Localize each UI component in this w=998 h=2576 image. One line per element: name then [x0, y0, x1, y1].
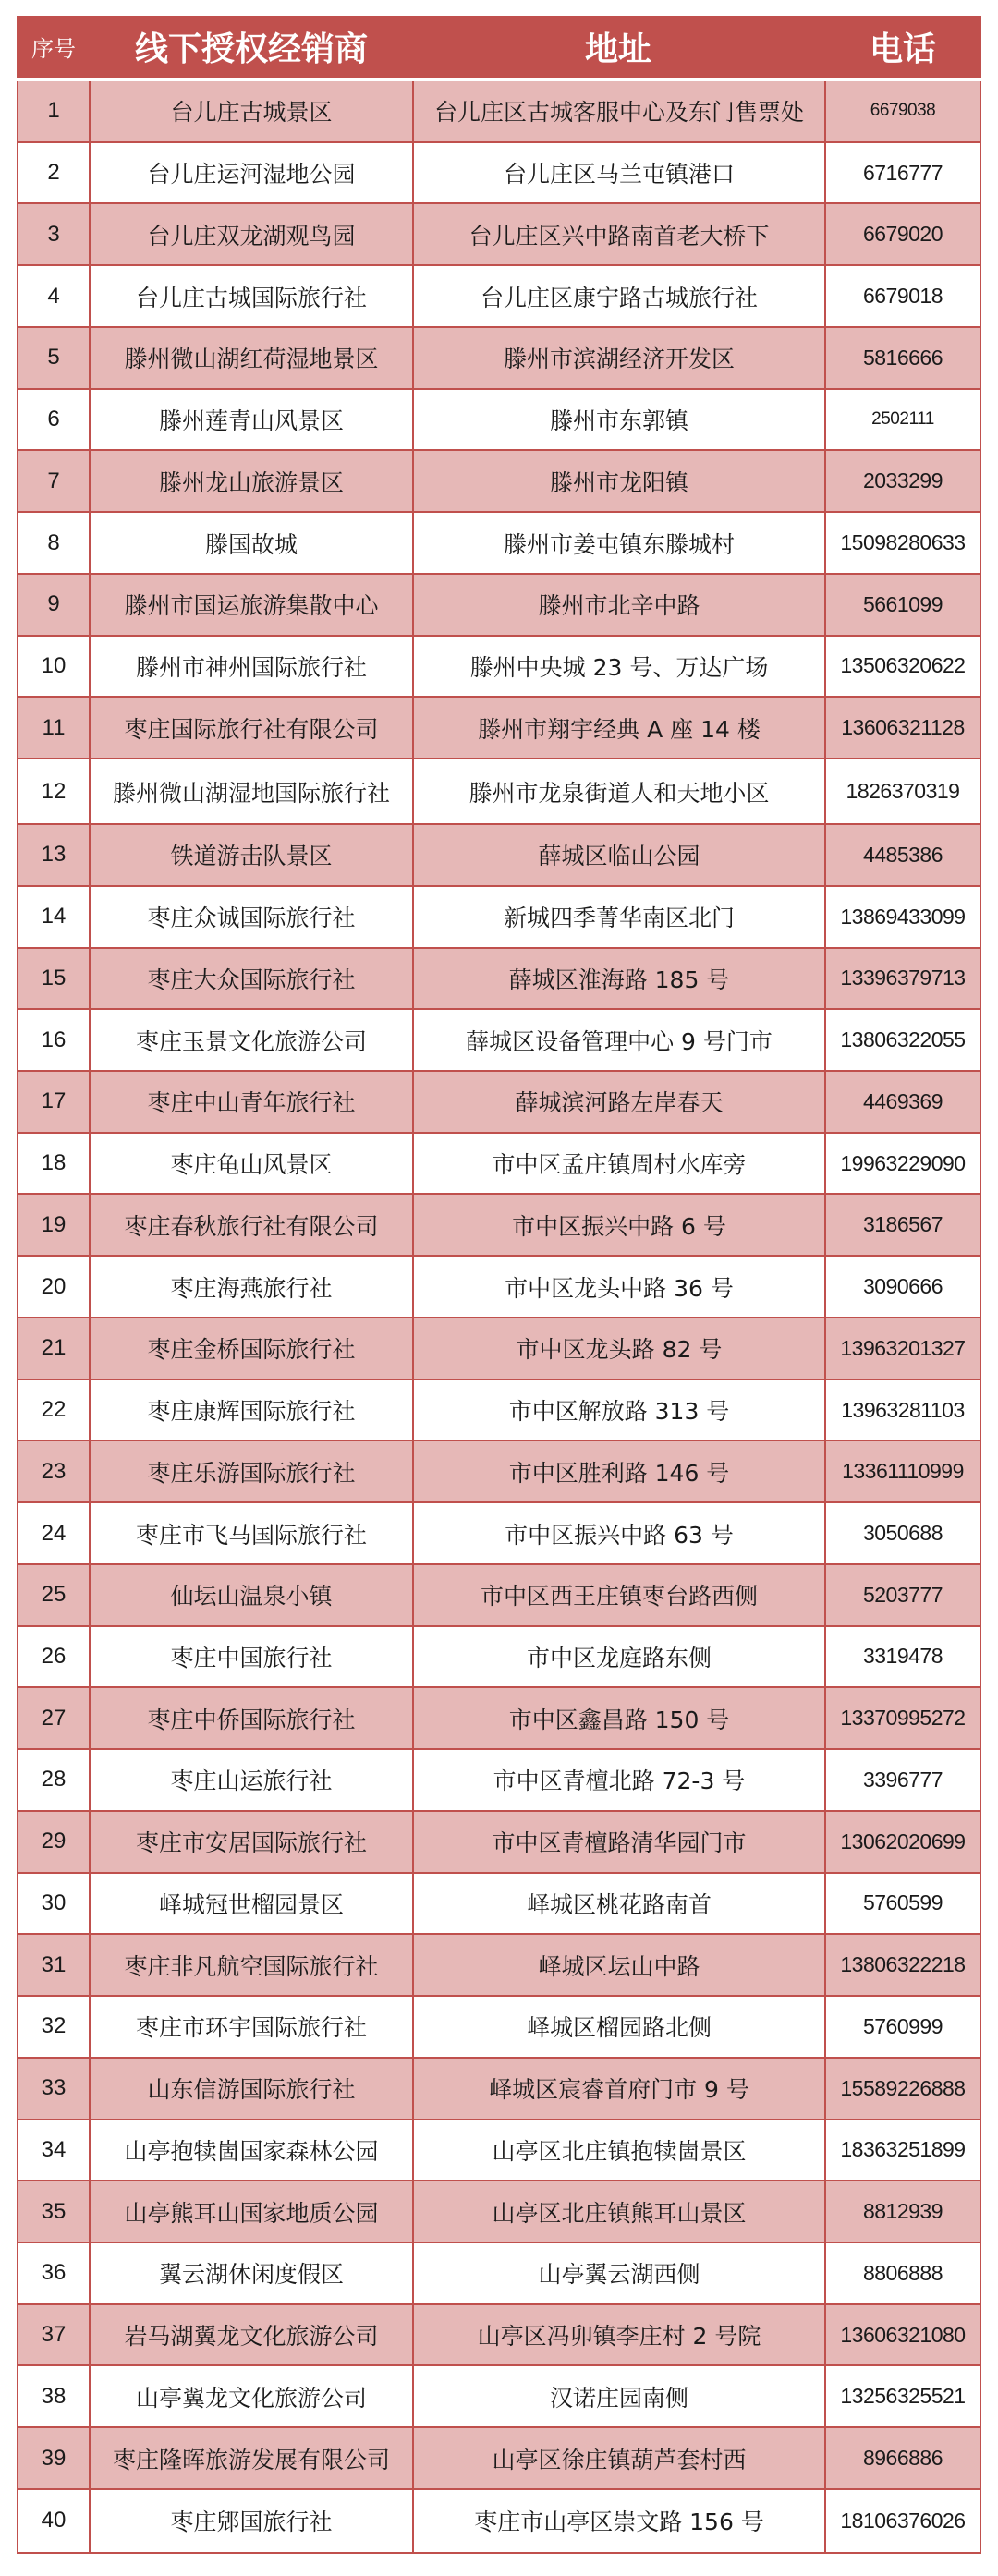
- table-row: [18, 2059, 980, 2120]
- row-index: 35: [18, 2181, 91, 2242]
- row-index: 30: [18, 1874, 91, 1934]
- table-row: [18, 451, 980, 513]
- table-row: [18, 1318, 980, 1380]
- dealer-name: 山东信游国际旅行社: [91, 2059, 414, 2119]
- row-index: 4: [18, 266, 91, 326]
- table-row: [18, 81, 980, 143]
- header-dealer-name: 线下授权经销商: [134, 30, 368, 68]
- row-index: 20: [18, 1257, 91, 1317]
- dealer-phone: 5760999: [862, 2013, 943, 2038]
- table-row: [18, 1627, 980, 1689]
- dealer-phone: 8812939: [862, 2199, 943, 2224]
- dealer-address: 市中区振兴中路 63 号: [414, 1503, 826, 1563]
- dealer-phone: 13806322055: [840, 1027, 966, 1052]
- row-index: 32: [18, 1997, 91, 2057]
- dealer-address: 滕州市东郭镇: [414, 390, 826, 450]
- dealer-address: 市中区鑫昌路 150 号: [414, 1688, 826, 1748]
- table-row: [18, 825, 980, 887]
- dealer-phone: 13506320622: [840, 653, 966, 678]
- dealer-phone: 3396777: [862, 1767, 943, 1792]
- dealer-phone: 13256325521: [840, 2384, 966, 2409]
- dealer-name: 枣庄中国旅行社: [91, 1627, 414, 1687]
- dealer-address: 峄城区桃花路南首: [414, 1874, 826, 1934]
- dealer-name: 翼云湖休闲度假区: [91, 2243, 414, 2303]
- table-row: [18, 513, 980, 575]
- table-row: [18, 1195, 980, 1257]
- row-index: 38: [18, 2366, 91, 2426]
- dealer-address: 台儿庄区兴中路南首老大桥下: [414, 204, 826, 264]
- dealer-name: 滕州莲青山风景区: [91, 390, 414, 450]
- dealer-address: 峄城区宸睿首府门市 9 号: [414, 2059, 826, 2119]
- dealer-phone: 13963201327: [840, 1335, 966, 1360]
- dealer-phone: 15589226888: [840, 2075, 966, 2100]
- dealer-name: 枣庄郳国旅行社: [91, 2490, 414, 2552]
- table-row: [18, 1812, 980, 1874]
- row-index: 14: [18, 887, 91, 947]
- row-index: 9: [18, 575, 91, 635]
- dealer-phone: 13963281103: [841, 1397, 965, 1422]
- dealer-name: 铁道游击队景区: [91, 825, 414, 885]
- dealer-address: 枣庄市山亭区崇文路 156 号: [414, 2490, 826, 2552]
- row-index: 8: [18, 513, 91, 573]
- dealer-phone: 13370995272: [840, 1706, 966, 1731]
- dealer-phone: 2502111: [871, 409, 934, 430]
- dealer-phone: 3090666: [862, 1274, 943, 1299]
- dealer-phone: 3186567: [862, 1212, 943, 1237]
- dealer-name: 枣庄乐游国际旅行社: [91, 1441, 414, 1501]
- dealer-address: 滕州市龙阳镇: [414, 451, 826, 511]
- dealer-address: 山亭翼云湖西侧: [414, 2243, 826, 2303]
- dealer-name: 枣庄中侨国际旅行社: [91, 1688, 414, 1748]
- dealer-name: 滕州龙山旅游景区: [91, 451, 414, 511]
- dealer-phone: 18363251899: [840, 2137, 966, 2162]
- dealer-phone: 15098280633: [840, 530, 966, 554]
- dealer-name: 山亭抱犊崮国家森林公园: [91, 2120, 414, 2181]
- dealer-address: 薛城区临山公园: [414, 825, 826, 885]
- dealer-address: 滕州市姜屯镇东滕城村: [414, 513, 826, 573]
- dealer-address: 台儿庄区古城客服中心及东门售票处: [414, 81, 826, 141]
- dealer-address: 市中区孟庄镇周村水库旁: [414, 1134, 826, 1194]
- row-index: 23: [18, 1441, 91, 1501]
- dealer-name: 台儿庄双龙湖观鸟园: [91, 204, 414, 264]
- row-index: 28: [18, 1750, 91, 1810]
- row-index: 16: [18, 1010, 91, 1070]
- row-index: 36: [18, 2243, 91, 2303]
- dealer-name: 枣庄国际旅行社有限公司: [91, 698, 414, 758]
- dealer-phone: 6679020: [862, 222, 943, 247]
- dealer-phone: 5760599: [862, 1890, 943, 1915]
- table-row: [18, 1257, 980, 1318]
- dealer-phone: 13062020699: [840, 1829, 966, 1853]
- dealer-phone: 13396379713: [840, 966, 966, 990]
- row-index: 27: [18, 1688, 91, 1748]
- dealer-name: 枣庄玉景文化旅游公司: [91, 1010, 414, 1070]
- table-row: [18, 266, 980, 328]
- dealer-address: 市中区龙头中路 36 号: [414, 1257, 826, 1317]
- dealer-address: 滕州市北辛中路: [414, 575, 826, 635]
- table-row: [18, 1441, 980, 1503]
- dealer-phone: 5661099: [862, 591, 943, 616]
- dealer-phone: 13806322218: [840, 1952, 966, 1977]
- dealer-address: 市中区西王庄镇枣台路西侧: [414, 1565, 826, 1625]
- row-index: 1: [18, 81, 91, 141]
- dealer-phone: 6716777: [862, 160, 943, 185]
- dealer-name: 滕州微山湖湿地国际旅行社: [91, 759, 414, 823]
- dealer-address: 峄城区坛山中路: [414, 1935, 826, 1995]
- table-row: [18, 637, 980, 699]
- dealer-phone: 3319478: [862, 1644, 943, 1669]
- dealer-address: 薛城滨河路左岸春天: [414, 1072, 826, 1132]
- row-index: 21: [18, 1318, 91, 1379]
- dealer-name: 枣庄金桥国际旅行社: [91, 1318, 414, 1379]
- row-index: 19: [18, 1195, 91, 1255]
- dealer-phone: 6679018: [862, 284, 943, 309]
- table-row: [18, 1688, 980, 1750]
- table-row: [18, 2428, 980, 2490]
- row-index: 39: [18, 2428, 91, 2488]
- dealer-address: 市中区龙头路 82 号: [414, 1318, 826, 1379]
- table-row: [18, 1565, 980, 1627]
- dealer-name: 枣庄康辉国际旅行社: [91, 1380, 414, 1440]
- dealer-name: 枣庄中山青年旅行社: [91, 1072, 414, 1132]
- dealer-phone: 4469369: [862, 1088, 943, 1113]
- table-row: [18, 204, 980, 266]
- dealer-name: 仙坛山温泉小镇: [91, 1565, 414, 1625]
- table-row: [18, 887, 980, 949]
- table-row: [18, 2490, 980, 2552]
- row-index: 2: [18, 143, 91, 203]
- dealer-name: 枣庄大众国际旅行社: [91, 949, 414, 1009]
- dealer-phone: 1826370319: [846, 779, 960, 804]
- dealer-address: 薛城区淮海路 185 号: [414, 949, 826, 1009]
- row-index: 24: [18, 1503, 91, 1563]
- row-index: 29: [18, 1812, 91, 1872]
- header-address: 地址: [584, 30, 651, 68]
- dealer-name: 滕州市神州国际旅行社: [91, 637, 414, 697]
- dealer-address: 汉诺庄园南侧: [414, 2366, 826, 2426]
- row-index: 17: [18, 1072, 91, 1132]
- dealer-name: 枣庄市飞马国际旅行社: [91, 1503, 414, 1563]
- row-index: 3: [18, 204, 91, 264]
- row-index: 34: [18, 2120, 91, 2181]
- dealer-address: 山亭区徐庄镇葫芦套村西: [414, 2428, 826, 2488]
- table-row: [18, 698, 980, 759]
- table-row: [18, 1997, 980, 2059]
- dealer-name: 枣庄山运旅行社: [91, 1750, 414, 1810]
- dealer-address: 山亭区北庄镇熊耳山景区: [414, 2181, 826, 2242]
- row-index: 40: [18, 2490, 91, 2552]
- dealer-phone: 4485386: [862, 842, 943, 867]
- dealer-address: 市中区龙庭路东侧: [414, 1627, 826, 1687]
- dealer-phone: 8806888: [862, 2260, 943, 2285]
- dealer-name: 滕国故城: [91, 513, 414, 573]
- row-index: 11: [18, 698, 91, 758]
- row-index: 31: [18, 1935, 91, 1995]
- dealer-name: 枣庄龟山风景区: [91, 1134, 414, 1194]
- dealer-address: 峄城区榴园路北侧: [414, 1997, 826, 2057]
- dealer-name: 枣庄春秋旅行社有限公司: [91, 1195, 414, 1255]
- row-index: 18: [18, 1134, 91, 1194]
- row-index: 13: [18, 825, 91, 885]
- table-row: [18, 1072, 980, 1134]
- dealer-name: 枣庄非凡航空国际旅行社: [91, 1935, 414, 1995]
- table-row: [18, 2305, 980, 2367]
- dealer-address: 滕州市滨湖经济开发区: [414, 328, 826, 388]
- dealer-name: 岩马湖翼龙文化旅游公司: [91, 2305, 414, 2365]
- dealer-name: 滕州微山湖红荷湿地景区: [91, 328, 414, 388]
- dealer-phone: 13869433099: [840, 904, 966, 929]
- table-row: [18, 1750, 980, 1812]
- dealer-name: 枣庄市环宇国际旅行社: [91, 1997, 414, 2057]
- dealer-address: 山亭区北庄镇抱犊崮景区: [414, 2120, 826, 2181]
- table-row: [18, 2181, 980, 2243]
- table-row: [18, 1935, 980, 1997]
- table-body: [17, 81, 981, 2554]
- table-row: [18, 1380, 980, 1442]
- row-index: 5: [18, 328, 91, 388]
- dealer-phone: 5203777: [862, 1582, 943, 1607]
- table-row: [18, 143, 980, 205]
- table-row: [18, 1010, 980, 1072]
- dealer-address: 滕州市龙泉街道人和天地小区: [414, 759, 826, 823]
- dealer-phone: 19963229090: [840, 1150, 966, 1175]
- dealer-name: 枣庄市安居国际旅行社: [91, 1812, 414, 1872]
- dealer-address: 台儿庄区马兰屯镇港口: [414, 143, 826, 203]
- dealer-address: 滕州中央城 23 号、万达广场: [414, 637, 826, 697]
- row-index: 22: [18, 1380, 91, 1440]
- row-index: 37: [18, 2305, 91, 2365]
- dealer-name: 滕州市国运旅游集散中心: [91, 575, 414, 635]
- dealer-address: 滕州市翔宇经典 A 座 14 楼: [414, 698, 826, 758]
- dealer-phone: 2033299: [862, 468, 943, 493]
- header-phone: 电话: [869, 30, 936, 68]
- row-index: 33: [18, 2059, 91, 2119]
- dealer-address: 新城四季菁华南区北门: [414, 887, 826, 947]
- dealer-phone: 13361110999: [842, 1459, 964, 1484]
- row-index: 25: [18, 1565, 91, 1625]
- row-index: 6: [18, 390, 91, 450]
- dealer-address: 市中区青檀北路 72-3 号: [414, 1750, 826, 1810]
- dealer-name: 枣庄隆晖旅游发展有限公司: [91, 2428, 414, 2488]
- table-row: [18, 2366, 980, 2428]
- dealer-address: 台儿庄区康宁路古城旅行社: [414, 266, 826, 326]
- table-row: [18, 2120, 980, 2182]
- dealer-table: [17, 16, 981, 2554]
- dealer-address: 山亭区冯卯镇李庄村 2 号院: [414, 2305, 826, 2365]
- row-index: 7: [18, 451, 91, 511]
- dealer-name: 枣庄众诚国际旅行社: [91, 887, 414, 947]
- dealer-address: 市中区解放路 313 号: [414, 1380, 826, 1440]
- row-index: 10: [18, 637, 91, 697]
- dealer-phone: 8966886: [862, 2446, 943, 2471]
- row-index: 26: [18, 1627, 91, 1687]
- table-row: [18, 759, 980, 825]
- table-row: [18, 1874, 980, 1936]
- dealer-name: 台儿庄古城景区: [91, 81, 414, 141]
- dealer-name: 台儿庄古城国际旅行社: [91, 266, 414, 326]
- table-header: [17, 16, 981, 78]
- row-index: 15: [18, 949, 91, 1009]
- dealer-name: 峄城冠世榴园景区: [91, 1874, 414, 1934]
- dealer-phone: 5816666: [862, 345, 943, 370]
- dealer-phone: 13606321080: [840, 2322, 966, 2347]
- dealer-address: 薛城区设备管理中心 9 号门市: [414, 1010, 826, 1070]
- dealer-phone: 13606321128: [841, 715, 965, 740]
- table-row: [18, 328, 980, 390]
- header-index: 序号: [31, 36, 76, 62]
- table-row: [18, 2243, 980, 2305]
- table-row: [18, 575, 980, 637]
- table-row: [18, 390, 980, 452]
- row-index: 12: [18, 759, 91, 823]
- dealer-phone: 3050688: [862, 1521, 943, 1546]
- dealer-address: 市中区青檀路清华园门市: [414, 1812, 826, 1872]
- dealer-address: 市中区振兴中路 6 号: [414, 1195, 826, 1255]
- dealer-phone: 6679038: [870, 101, 936, 121]
- table-row: [18, 949, 980, 1011]
- dealer-phone: 18106376026: [840, 2508, 966, 2533]
- table-row: [18, 1134, 980, 1196]
- dealer-address: 市中区胜利路 146 号: [414, 1441, 826, 1501]
- dealer-name: 枣庄海燕旅行社: [91, 1257, 414, 1317]
- table-row: [18, 1503, 980, 1565]
- dealer-name: 台儿庄运河湿地公园: [91, 143, 414, 203]
- dealer-name: 山亭熊耳山国家地质公园: [91, 2181, 414, 2242]
- dealer-name: 山亭翼龙文化旅游公司: [91, 2366, 414, 2426]
